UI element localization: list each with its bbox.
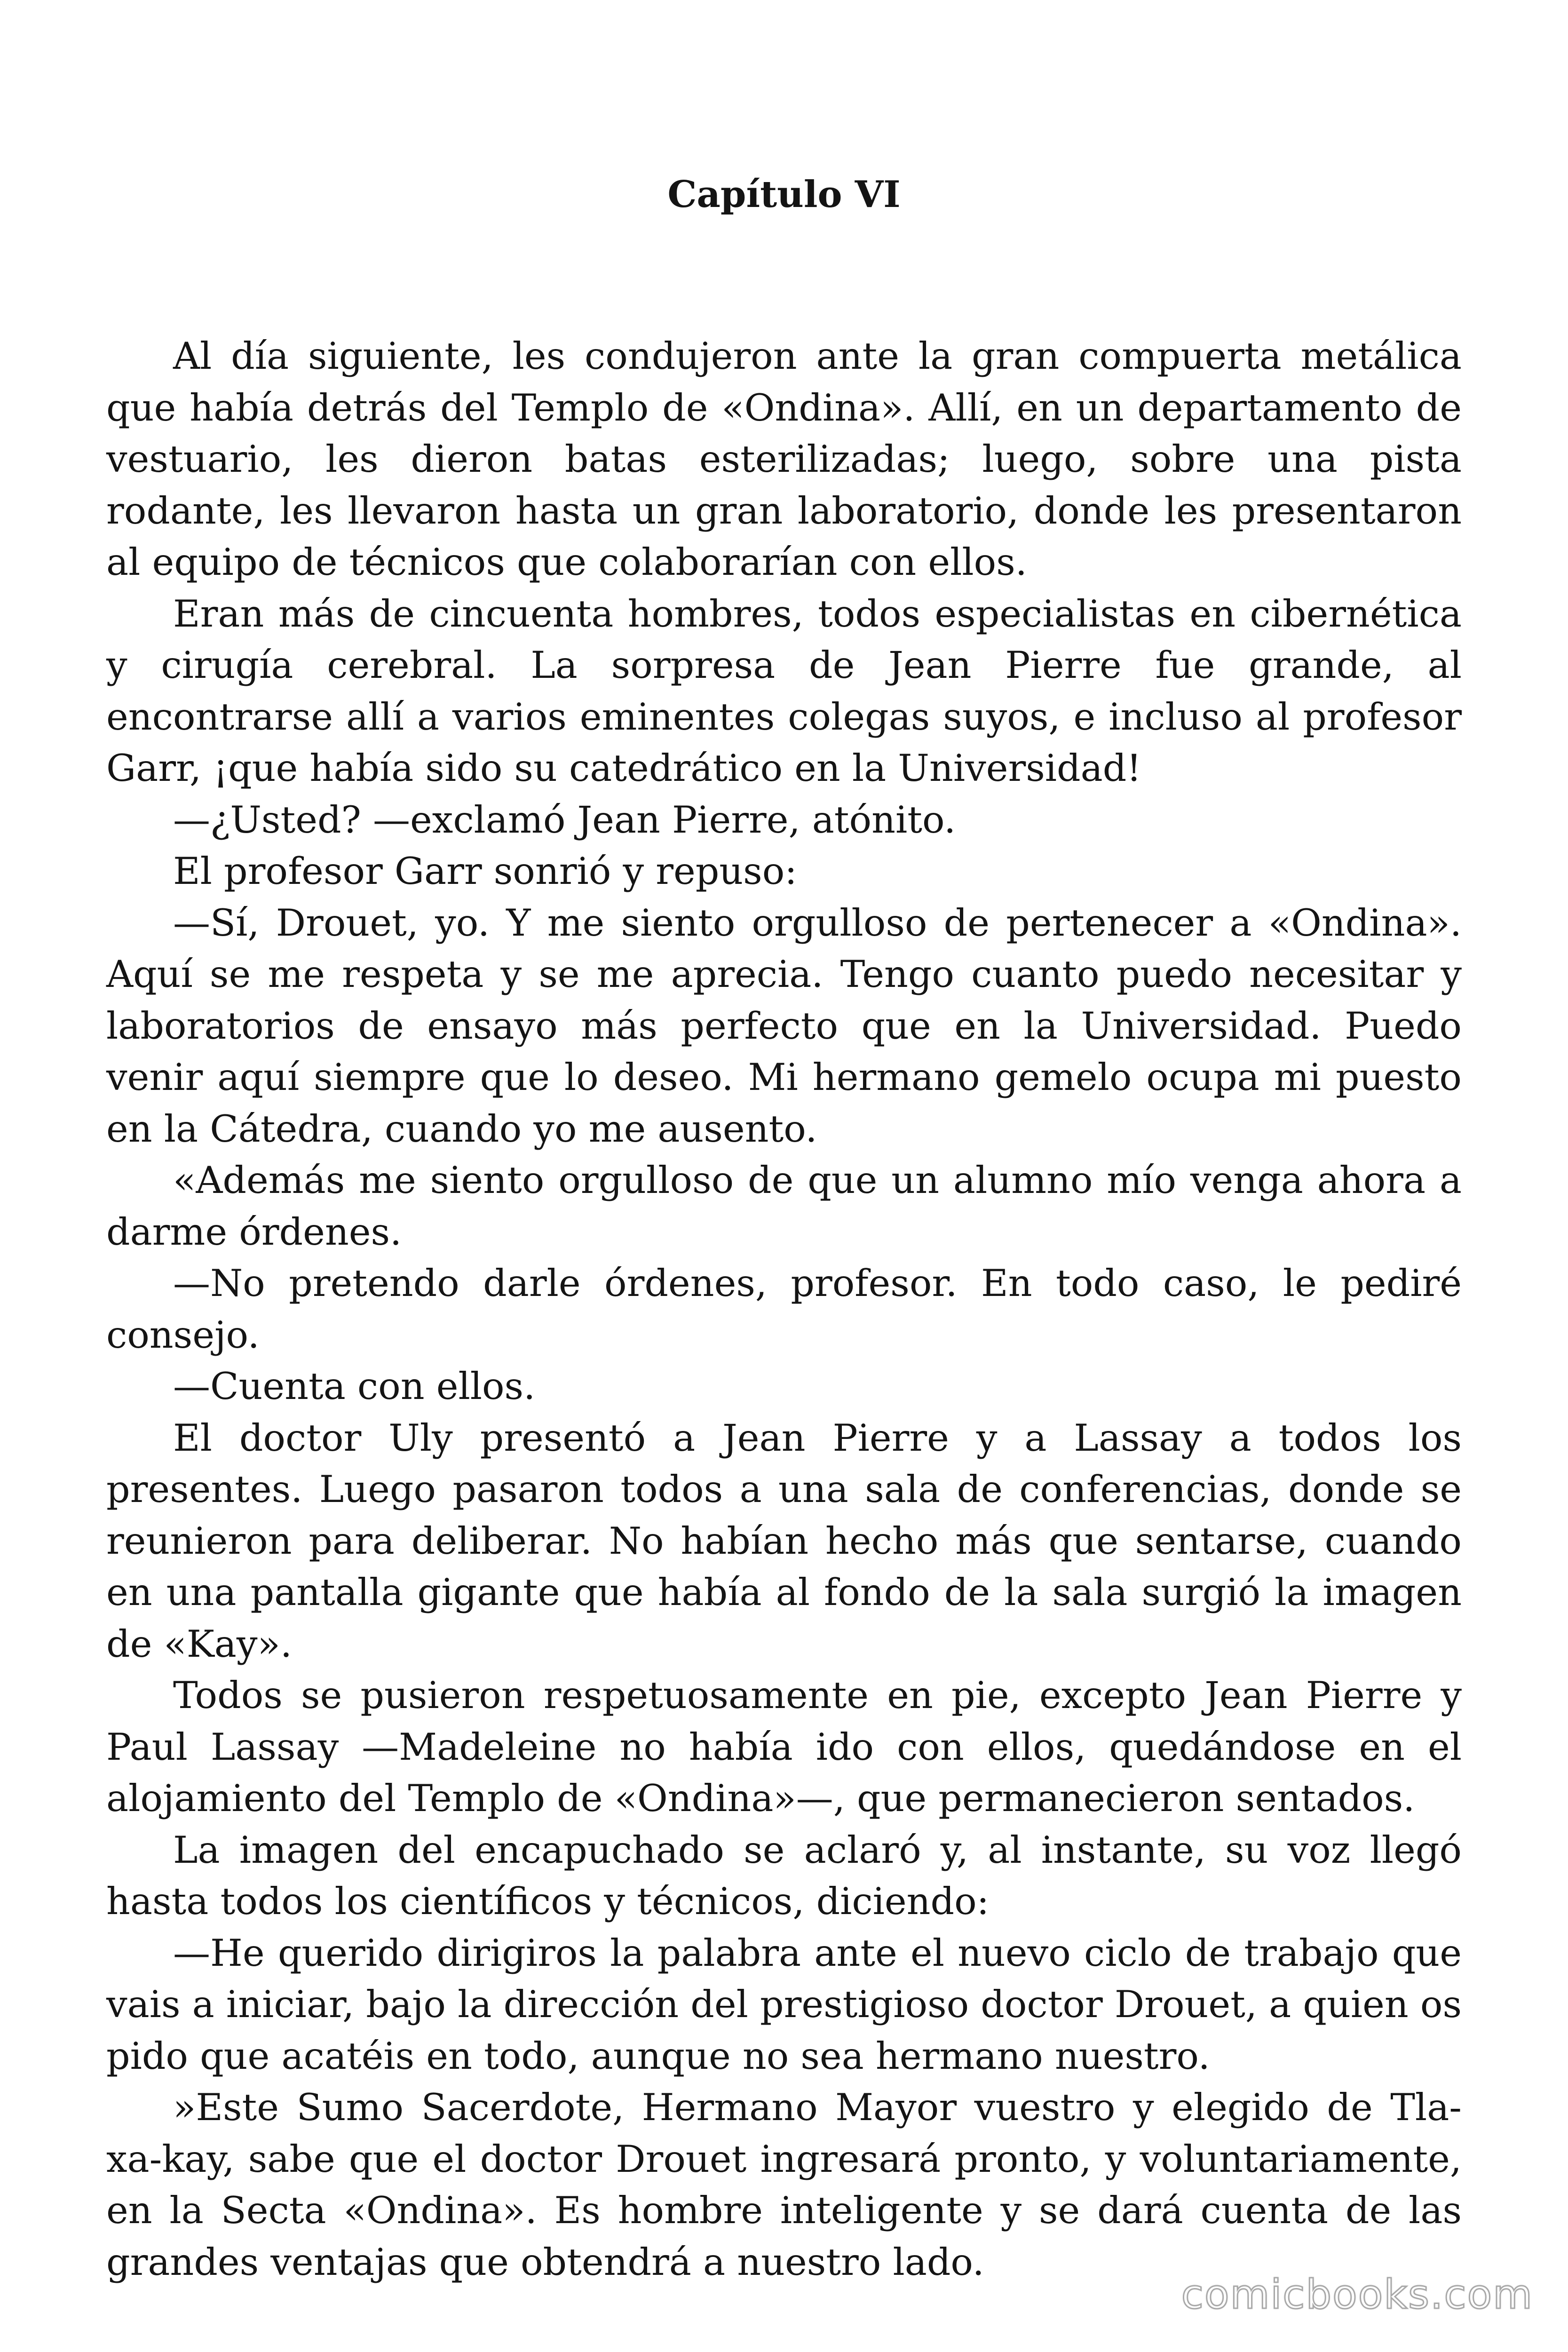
paragraph: —Cuenta con ellos. [173, 1365, 536, 1408]
paragraph: El profesor Garr sonrió y repuso: [173, 850, 797, 893]
paragraph: —No pretendo darle órdenes, profesor. En todo caso, le pediré consejo. [106, 1262, 1462, 1357]
watermark-text: comicbooks.com [1181, 2271, 1533, 2318]
paragraph: Todos se pusieron respetuosamente en pie, excepto Jean Pierre y Paul Lassay —Madeleine no había ido con ellos, quedándose en el alojamiento del Templo de «Ondina»—, que permanecieron sentados. [106, 1674, 1462, 1820]
paragraph: La imagen del encapuchado se aclaró y, al instante, su voz llegó hasta todos los científicos y técnicos, diciendo: [106, 1828, 1462, 1923]
paragraph: «Además me siento orgulloso de que un alumno mío venga ahora a darme órdenes. [106, 1159, 1462, 1254]
chapter-title: Capítulo VI [667, 173, 901, 216]
book-page [106, 0, 1462, 2352]
paragraph: El doctor Uly presentó a Jean Pierre y a Lassay a todos los presentes. Luego pasaron todos a una sala de conferencias, donde se reunieron para deliberar. No habían hecho más que sentarse, cuando en una pantalla gigante que había al fondo de la sala surgió la imagen de «Kay». [106, 1416, 1462, 1666]
paragraph: Al día siguiente, les condujeron ante la gran compuerta metálica que había detrás del Templo de «Ondina». Allí, en un departamento de vestuario, les dieron batas esterilizadas; luego, sobre una pista rodante, les llevaron hasta un gran laboratorio, donde les presentaron al equipo de técnicos que colaborarían con ellos. [106, 334, 1462, 584]
paragraph: —He querido dirigiros la palabra ante el nuevo ciclo de trabajo que vais a iniciar, bajo la dirección del prestigioso doctor Drouet, a quien os pido que acatéis en todo, aunque no sea hermano nuestro. [106, 1931, 1462, 2078]
paragraph: Eran más de cincuenta hombres, todos especialistas en cibernética y cirugía cerebral. La sorpresa de Jean Pierre fue grande, al encontrarse allí a varios eminentes colegas suyos, e incluso al profesor Garr, ¡que había sido su catedrático en la Universidad! [106, 592, 1462, 790]
paragraph: —Sí, Drouet, yo. Y me siento orgulloso de pertenecer a «Ondina». Aquí se me respeta y se me aprecia. Tengo cuanto puedo necesitar y laboratorios de ensayo más perfecto que en la Universidad. Puedo venir aquí siempre que lo deseo. Mi hermano gemelo ocupa mi puesto en la Cátedra, cuando yo me ausento. [106, 901, 1462, 1151]
paragraph: »Este Sumo Sacerdote, Hermano Mayor vuestro y elegido de Tla-xa-kay, sabe que el doctor Drouet ingresará pronto, y voluntariamente, en la Secta «Ondina». Es hombre inteligente y se dará cuenta de las grandes ventajas que obtendrá a nuestro lado. [106, 2086, 1462, 2284]
paragraph: —¿Usted? —exclamó Jean Pierre, atónito. [173, 798, 956, 842]
chapter-body [106, 331, 1462, 2288]
